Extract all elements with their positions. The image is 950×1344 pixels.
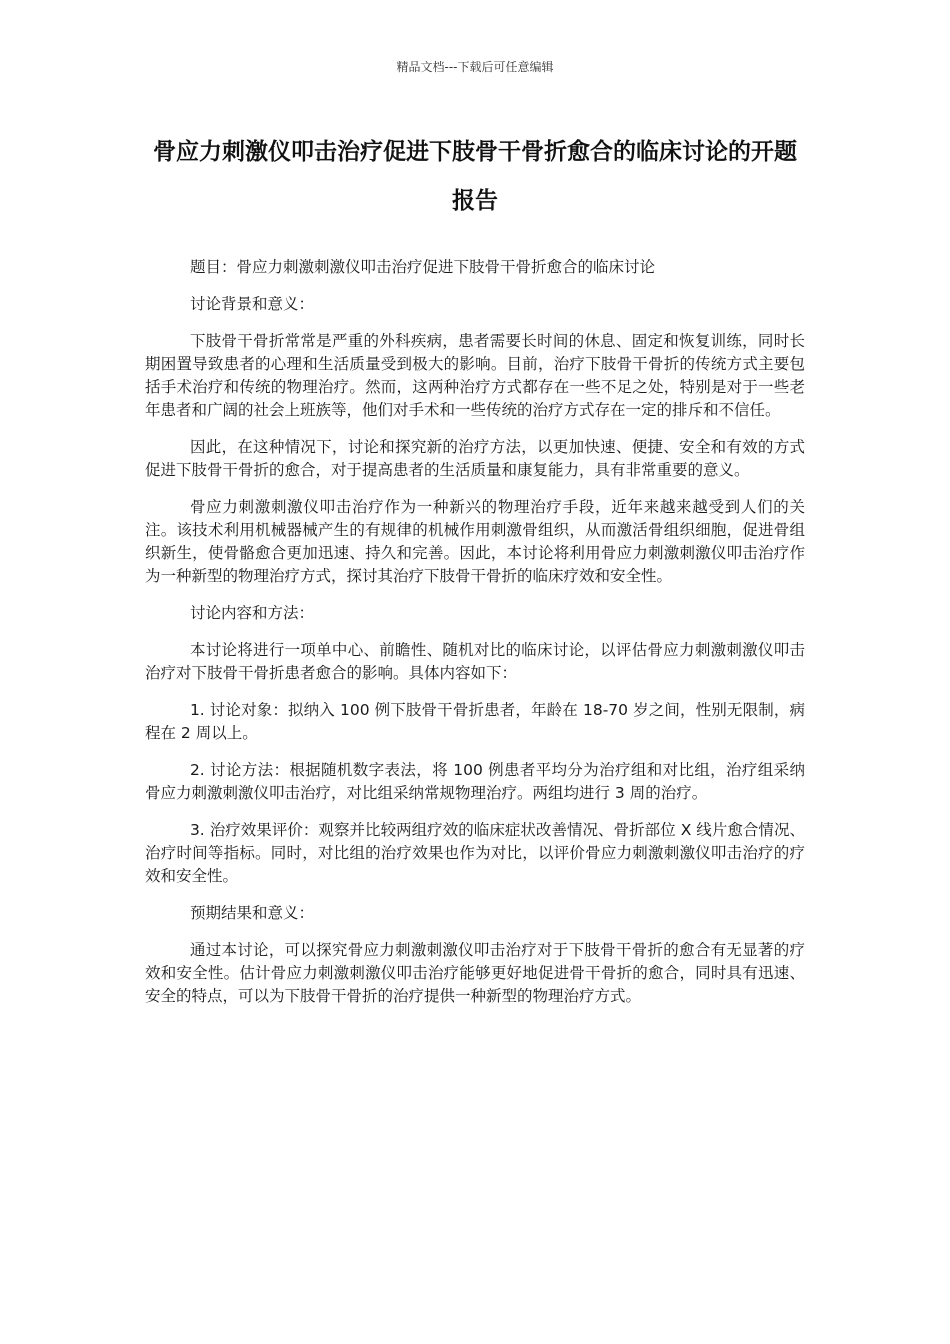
methods-item-subjects: 1. 讨论对象：拟纳入 100 例下肢骨干骨折患者，年龄在 18-70 岁之间，性别无限制，病程在 2 周以上。 <box>145 701 805 742</box>
methods-item-evaluation: 3. 治疗效果评价：观察并比较两组疗效的临床症状改善情况、骨折部位 X 线片愈合情况、治疗时间等指标。同时，对比组的治疗效果也作为对比，以评价骨应力刺激刺激仪叩击治疗的疗效和安全性。 <box>145 821 805 885</box>
document-body <box>145 256 805 1022</box>
topic-line: 题目：骨应力刺激刺激仪叩击治疗促进下肢骨干骨折愈合的临床讨论 <box>189 258 655 276</box>
background-paragraph-3: 骨应力刺激刺激仪叩击治疗作为一种新兴的物理治疗手段，近年来越来越受到人们的关注。该技术利用机械器械产生的有规律的机械作用刺激骨组织，从而激活骨组织细胞，促进骨组织新生，使骨骼愈合更加迅速、持久和完善。因此，本讨论将利用骨应力刺激刺激仪叩击治疗作为一种新型的物理治疗方式，探讨其治疗下肢骨干骨折的临床疗效和安全性。 <box>145 498 805 585</box>
background-paragraph-1: 下肢骨干骨折常常是严重的外科疾病，患者需要长时间的休息、固定和恢复训练，同时长期困置导致患者的心理和生活质量受到极大的影响。目前，治疗下肢骨干骨折的传统方式主要包括手术治疗和传统的物理治疗。然而，这两种治疗方式都存在一些不足之处，特别是对于一些老年患者和广阔的社会上班族等，他们对手术和一些传统的治疗方式存在一定的排斥和不信任。 <box>145 332 805 419</box>
section-heading-background: 讨论背景和意义： <box>189 295 314 313</box>
page-header-note: 精品文档---下载后可任意编辑 <box>396 60 554 74</box>
section-heading-methods: 讨论内容和方法： <box>189 604 314 622</box>
section-heading-expected-results: 预期结果和意义： <box>189 904 314 922</box>
methods-intro-paragraph: 本讨论将进行一项单中心、前瞻性、随机对比的临床讨论，以评估骨应力刺激刺激仪叩击治疗对下肢骨干骨折患者愈合的影响。具体内容如下： <box>145 641 805 682</box>
document-title: 骨应力刺激仪叩击治疗促进下肢骨干骨折愈合的临床讨论的开题报告 <box>153 139 797 214</box>
background-paragraph-2: 因此，在这种情况下，讨论和探究新的治疗方法，以更加快速、便捷、安全和有效的方式促进下肢骨干骨折的愈合，对于提高患者的生活质量和康复能力，具有非常重要的意义。 <box>145 438 805 479</box>
expected-results-paragraph: 通过本讨论，可以探究骨应力刺激刺激仪叩击治疗对于下肢骨干骨折的愈合有无显著的疗效和安全性。估计骨应力刺激刺激仪叩击治疗能够更好地促进骨干骨折的愈合，同时具有迅速、安全的特点，可以为下肢骨干骨折的治疗提供一种新型的物理治疗方式。 <box>145 941 805 1005</box>
methods-item-procedure: 2. 讨论方法：根据随机数字表法，将 100 例患者平均分为治疗组和对比组，治疗组采纳骨应力刺激刺激仪叩击治疗，对比组采纳常规物理治疗。两组均进行 3 周的治疗。 <box>145 761 805 802</box>
